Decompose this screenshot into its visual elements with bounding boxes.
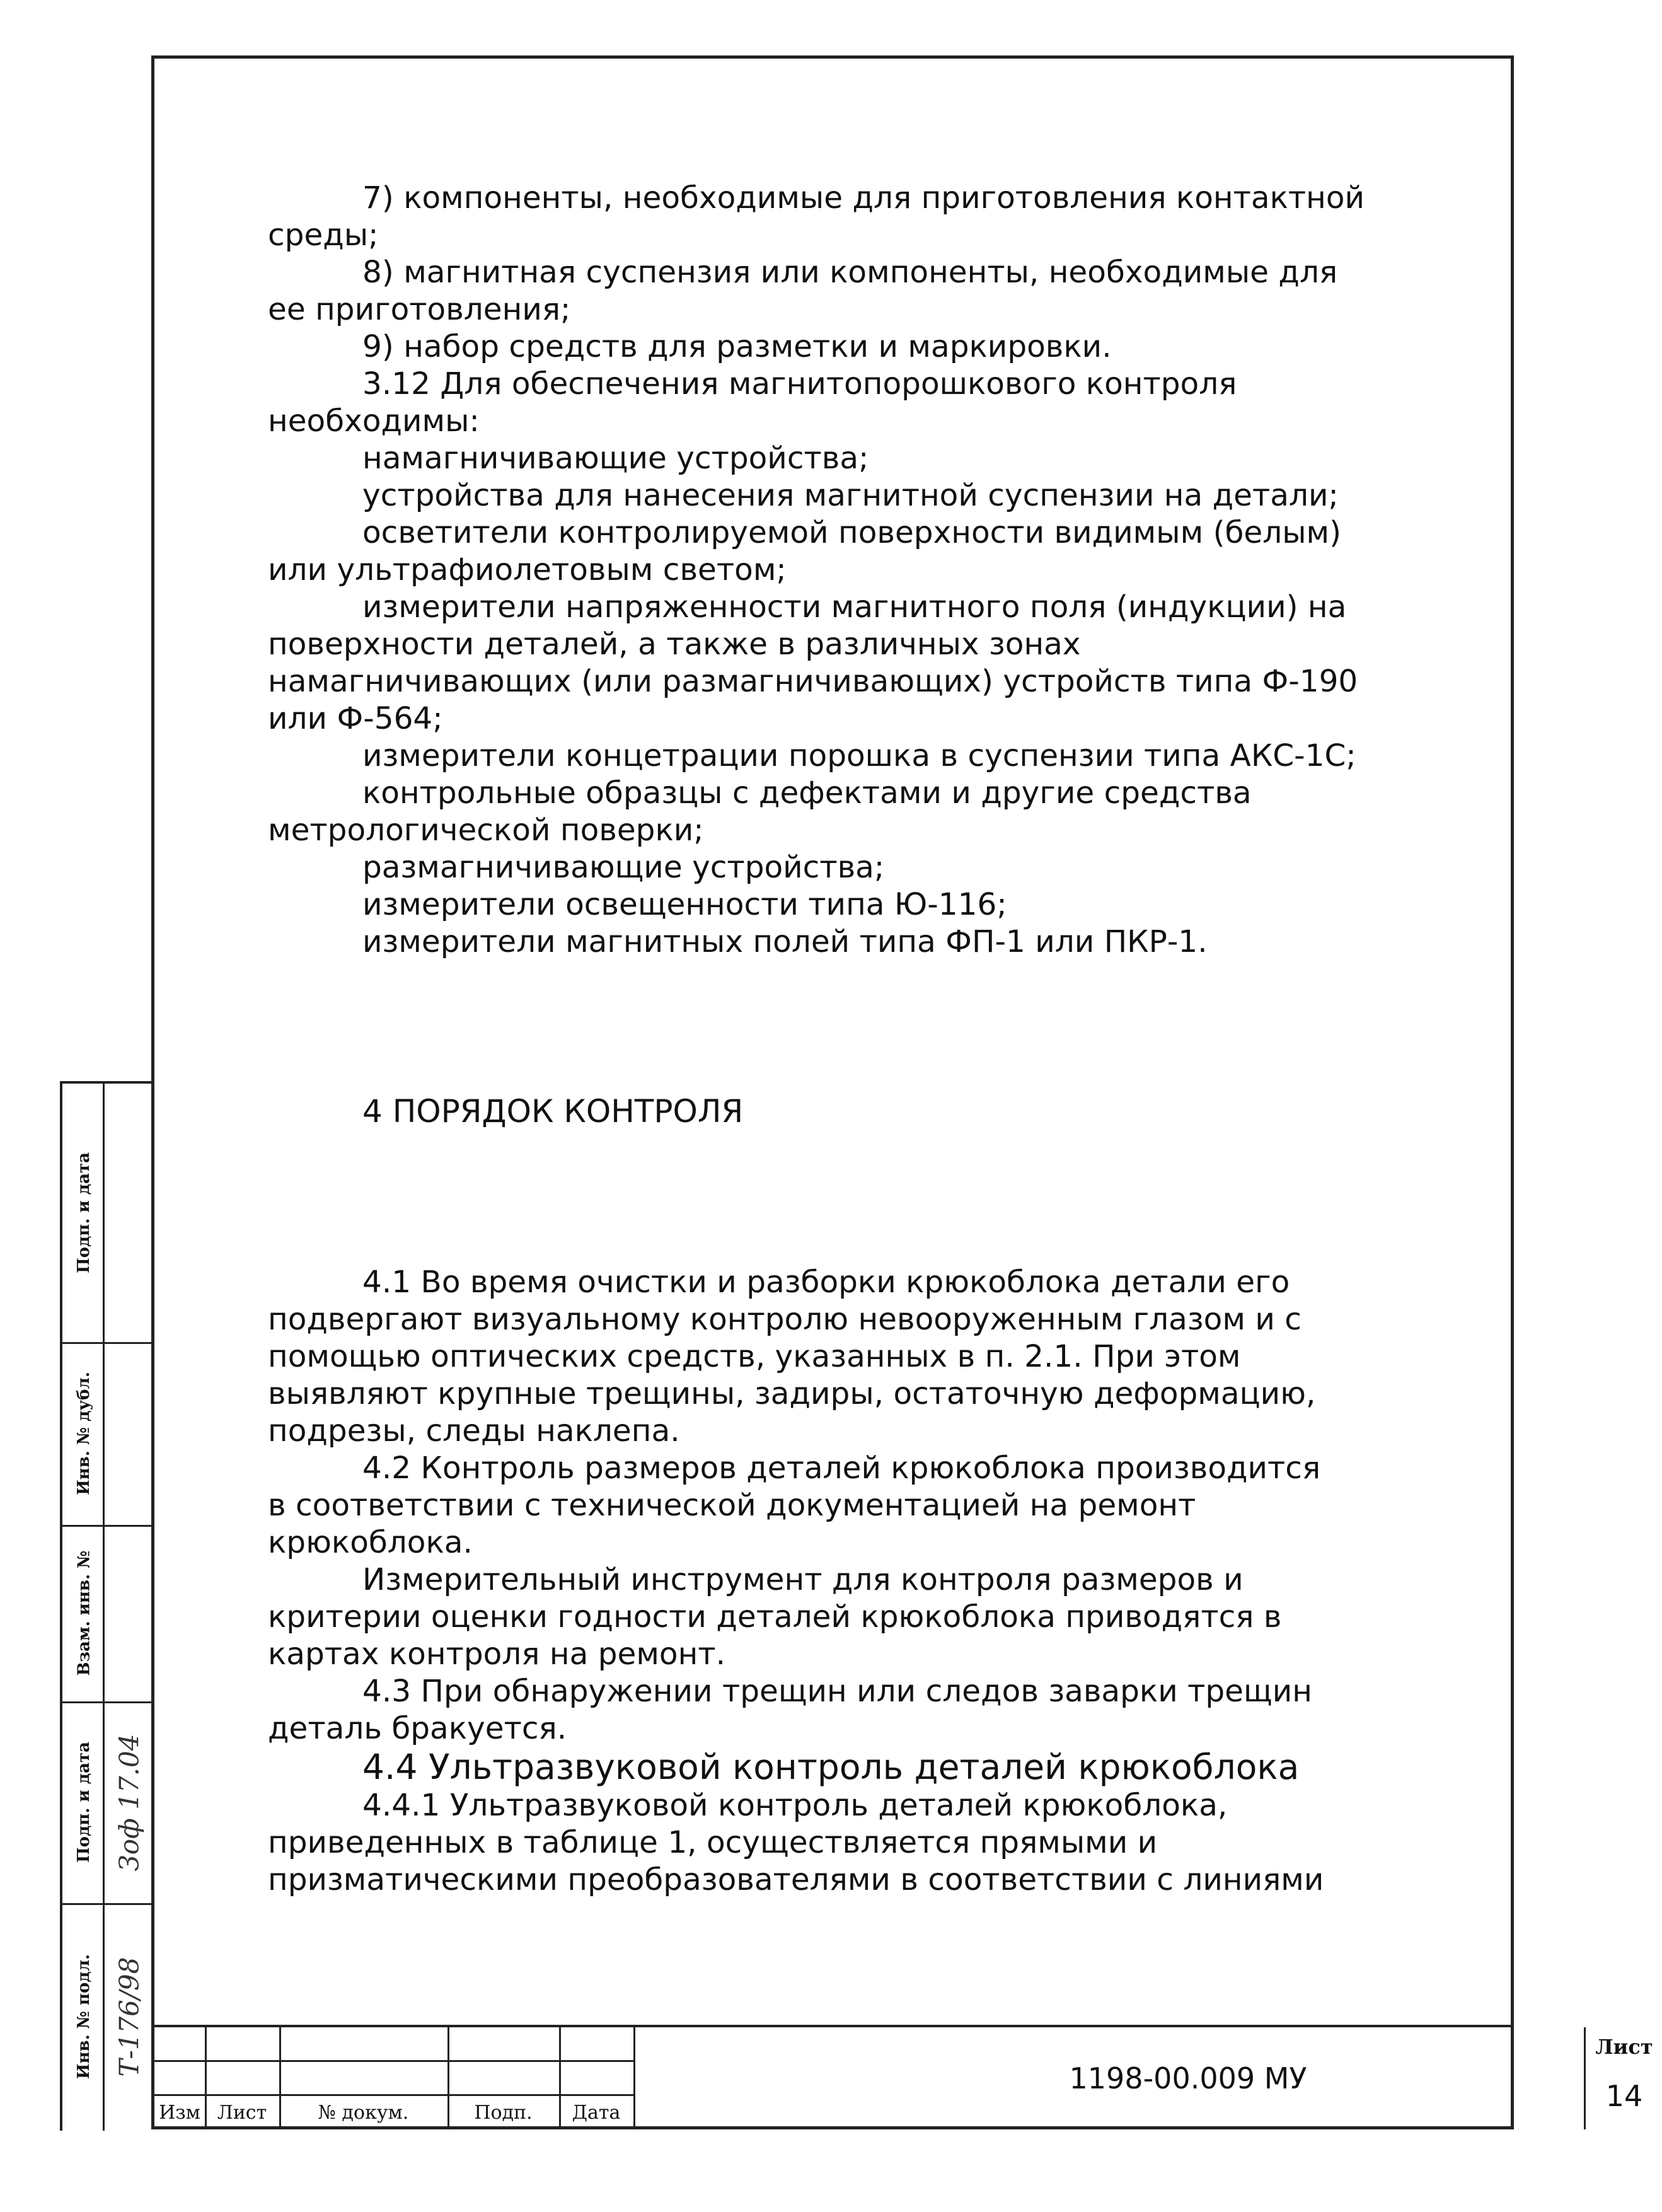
text-line: подрезы, следы наклепа.	[268, 1413, 680, 1449]
column-label: Дата	[572, 2102, 621, 2124]
column-label: Лист	[217, 2102, 267, 2124]
document-code: 1198-00.009 МУ	[1069, 2061, 1307, 2095]
text-line: деталь бракуется.	[268, 1711, 567, 1746]
text-line: выявляют крупные трещины, задиры, остаточную деформацию,	[268, 1376, 1316, 1411]
document-body	[268, 180, 1415, 1899]
stamp-divider	[103, 1084, 105, 2131]
text-line: в соответствии с технической документацией на ремонт	[268, 1488, 1196, 1523]
stamp-caption: Инв. № подл.	[74, 1954, 94, 2080]
text-line: измерители напряженности магнитного поля (индукции) на	[362, 589, 1347, 625]
title-block-divider	[633, 2027, 635, 2129]
text-line: критерии оценки годности деталей крюкоблока приводятся в	[268, 1599, 1282, 1635]
title-block-divider	[154, 2094, 633, 2096]
text-line: намагничивающих (или размагничивающих) устройств типа Ф-190	[268, 664, 1358, 699]
text-line: призматическими преобразователями в соответствии с линиями	[268, 1862, 1324, 1897]
text-line: 3.12 Для обеспечения магнитопорошкового контроля	[362, 366, 1237, 402]
text-line: Измерительный инструмент для контроля размеров и	[362, 1562, 1244, 1597]
text-line: контрольные образцы с дефектами и другие средства	[362, 775, 1252, 811]
text-line: среды;	[268, 217, 379, 253]
text-line: 9) набор средств для разметки и маркировки.	[362, 329, 1112, 364]
stamp-caption: Взам. инв. №	[74, 1550, 94, 1676]
text-line: подвергают визуальному контролю невооруженным глазом и с	[268, 1302, 1301, 1337]
column-label: Подп.	[474, 2102, 533, 2124]
section-heading: 4 ПОРЯДОК КОНТРОЛЯ	[362, 1093, 744, 1130]
text-line: 4.1 Во время очистки и разборки крюкоблока детали его	[362, 1265, 1290, 1300]
stamp-caption: Подп. и дата	[74, 1152, 94, 1273]
text-line: измерители концетрации порошка в суспензии типа АКС-1С;	[362, 738, 1356, 773]
text-line: 8) магнитная суспензия или компоненты, необходимые для	[362, 255, 1338, 290]
text-line: 4.2 Контроль размеров деталей крюкоблока производится	[362, 1451, 1321, 1486]
text-line: или ультрафиолетовым светом;	[268, 552, 787, 588]
text-line: поверхности деталей, а также в различных зонах	[268, 627, 1081, 662]
title-block-divider	[154, 2060, 633, 2062]
column-label: Изм	[159, 2102, 200, 2124]
stamp-caption: Инв. № дубл.	[74, 1372, 93, 1495]
title-block	[154, 2025, 1653, 2129]
text-line: 4.3 При обнаружении трещин или следов заварки трещин	[362, 1674, 1312, 1709]
text-line: устройства для нанесения магнитной суспензии на детали;	[362, 478, 1339, 513]
text-line: ее приготовления;	[268, 292, 571, 327]
text-line: 4.4.1 Ультразвуковой контроль деталей крюкоблока,	[362, 1788, 1228, 1823]
sheet-number: 14	[1605, 2079, 1643, 2113]
handwritten-note: Т-176/98	[113, 1957, 145, 2076]
text-line: осветители контролируемой поверхности видимым (белым)	[362, 515, 1342, 550]
handwritten-note: Зоф 17.04	[113, 1734, 145, 1871]
text-line: 7) компоненты, необходимые для приготовления контактной	[362, 180, 1365, 216]
text-line: приведенных в таблице 1, осуществляется прямыми и	[268, 1825, 1158, 1860]
text-line: измерители магнитных полей типа ФП-1 или ПКР-1.	[362, 924, 1208, 959]
text-line: картах контроля на ремонт.	[268, 1636, 725, 1672]
text-line: измерители освещенности типа Ю-116;	[362, 887, 1007, 922]
text-line: крюкоблока.	[268, 1525, 473, 1560]
text-line: намагничивающие устройства;	[362, 441, 869, 476]
column-label: № докум.	[318, 2102, 409, 2124]
text-line: размагничивающие устройства;	[362, 850, 885, 885]
stamp-caption: Подп. и дата	[74, 1742, 94, 1863]
text-line: метрологической поверки;	[268, 813, 704, 848]
stamp-border	[60, 1084, 62, 2131]
margin-stamp	[60, 1081, 154, 2131]
text-line: помощью оптических средств, указанных в п. 2.1. При этом	[268, 1339, 1241, 1374]
sheet-label: Лист	[1595, 2035, 1653, 2059]
text-line: необходимы:	[268, 403, 480, 439]
subsection-heading: 4.4 Ультразвуковой контроль деталей крюкоблока	[362, 1747, 1300, 1787]
text-line: или Ф-564;	[268, 701, 443, 736]
